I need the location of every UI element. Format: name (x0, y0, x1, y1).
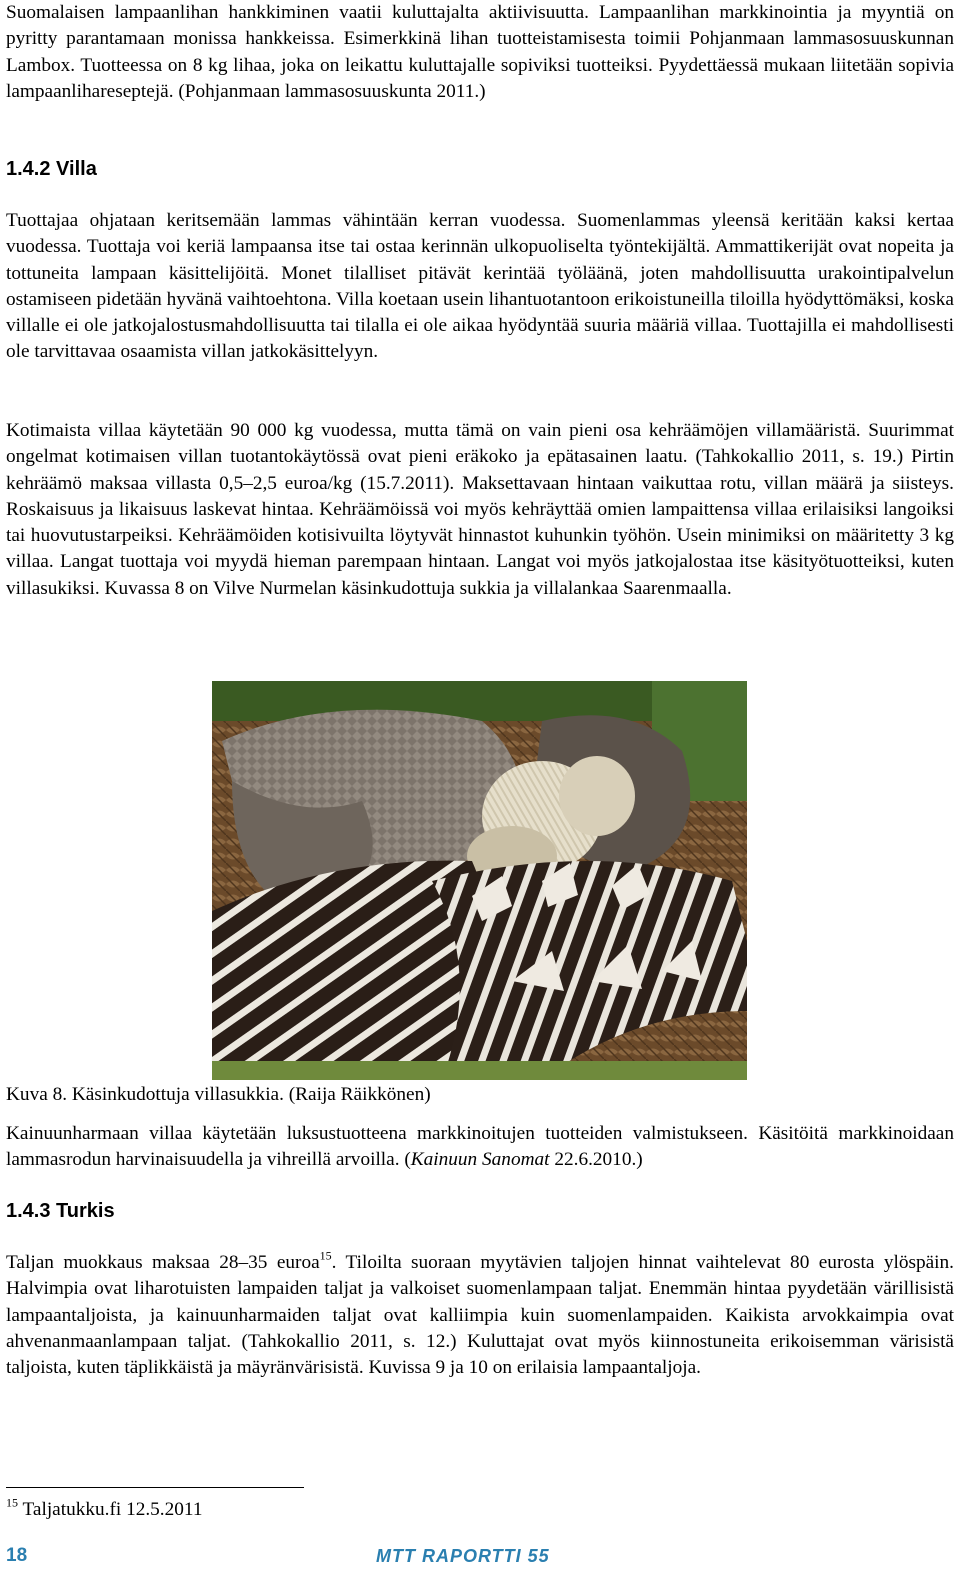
intro-paragraph: Suomalaisen lampaanlihan hankkiminen vaatii kuluttajalta aktiivisuutta. Lampaanlihan markkinointia ja myyntiä on pyritty parantamaan monissa hankkeissa. Esimerkkinä lihan tuotteistamisesta toimii Pohjanmaan lammasosuuskunnan Lambox. Tuotteessa on 8 kg lihaa, joka on leikattu kuluttajalle sopiviksi tuotteiksi. Pyydettäessä mukaan liitetään sopivia lampaanlihareseptejä. (Pohjanmaan lammasosuuskunta 2011.) (6, 2, 954, 102)
report-series-logo: MTT RAPORTTI 55 (376, 1546, 550, 1566)
footnote (6, 1497, 202, 1523)
knitted-socks-photo (212, 681, 747, 1080)
footnote-divider (6, 1487, 304, 1488)
kainuu-paragraph (6, 1121, 954, 1174)
kainuu-source: Kainuun Sanomat (410, 1149, 550, 1171)
section-heading-turkis: 1.4.3 Turkis (6, 1200, 115, 1222)
turkis-text-rest: . Tiloilta suoraan myytävien taljojen hinnat vaihtelevat 80 eurosta ylöspäin. Halvimpia ovat liharotuisten lampaiden taljat ja valkoiset suomenlampaan taljat. Enemmän hintaa pyydetään värillisistä lampaantaljoista, ja kainuunharmaiden taljat ovat kalliimpia kuin suomenlampaiden. Kaikista arvokkaimpia ovat ahvenanmaanlampaan taljat. (Tahkokallio 2011, s. 12.) Kuluttajat ovat myös kiinnostuneita erikoisemman värisistä taljoista, kuten täplikkäistä ja mäyränvärisistä. Kuvissa 9 ja 10 on erilaisia lampaantaljoja. (6, 1252, 954, 1379)
kainuu-text: Kainuunharmaan villaa käytetään luksustuotteena markkinoitujen tuotteiden valmistukseen. Käsitöitä markkinoidaan lammasrodun harvinaisuudella ja vihreillä arvoilla. ( (6, 1123, 954, 1171)
page-number: 18 (6, 1545, 28, 1566)
footnote-reference: 15 (319, 1248, 332, 1263)
turkis-paragraph (6, 1250, 954, 1381)
villa-paragraph-2: Kotimaista villaa käytetään 90 000 kg vuodessa, mutta tämä on vain pieni osa kehräämöjen villamääristä. Suurimmat ongelmat kotimaisen villan tuotantokäytössä ovat pieni eräkoko ja epätasainen laatu. (Tahkokallio 2011, s. 19.) Pirtin kehräämö maksaa villasta 0,5–2,5 euroa/kg (15.7.2011). Maksettavaan hintaan vaikuttaa rotu, villan määrä ja siisteys. Roskaisuus ja likaisuus laskevat hintaa. Kehräämöissä voi myös kehräyttää omien lampaittensa villaa erilaisiksi langoiksi tai huovutustarpeiksi. Kehräämöiden kotisivuilta löytyvät hinnastot kuhunkin työhön. Usein minimiksi on määritetty 3 kg villaa. Langat tuottaja voi myydä hieman parempaan hintaan. Langat voi myös jatkojalostaa itse käsityötuotteiksi, kuten villasukiksi. Kuvassa 8 on Vilve Nurmelan käsinkudottuja sukkia ja villalankaa Saarenmaalla. (6, 420, 954, 599)
figure-caption: Kuva 8. Käsinkudottuja villasukkia. (Raija Räikkönen) (6, 1084, 431, 1105)
kainuu-date: 22.6.2010.) (549, 1149, 643, 1171)
section-heading-villa: 1.4.2 Villa (6, 158, 97, 180)
turkis-text-start: Taljan muokkaus maksaa 28–35 euroa (6, 1252, 320, 1273)
footnote-marker: 15 (6, 1495, 18, 1510)
footnote-text: Taljatukku.fi 12.5.2011 (18, 1499, 203, 1520)
villa-paragraph-1: Tuottajaa ohjataan keritsemään lammas vähintään kerran vuodessa. Suomenlammas yleensä keritään kaksi kertaa vuodessa. Tuottaja voi keriä lampaansa itse tai ostaa kerinnän ulkopuoliselta työntekijältä. Ammattikerijät ovat nopeita ja tottuneita lampaan käsittelijöitä. Monet tilalliset pitävät kerintää työläänä, joten mahdollisuutta urakointipalvelun ostamiseen pidetään hyvänä vaihtoehtona. Villa koetaan usein lihantuotantoon erikoistuneilla tiloilla hyödyttömäksi, koska villalle ei ole jatkojalostusmahdollisuutta tai tilalla ei ole aikaa hyödyntää suuria määriä villaa. Tuottajilla ei mahdollisesti ole tarvittavaa osaamista villan jatkokäsittelyyn. (6, 210, 954, 363)
